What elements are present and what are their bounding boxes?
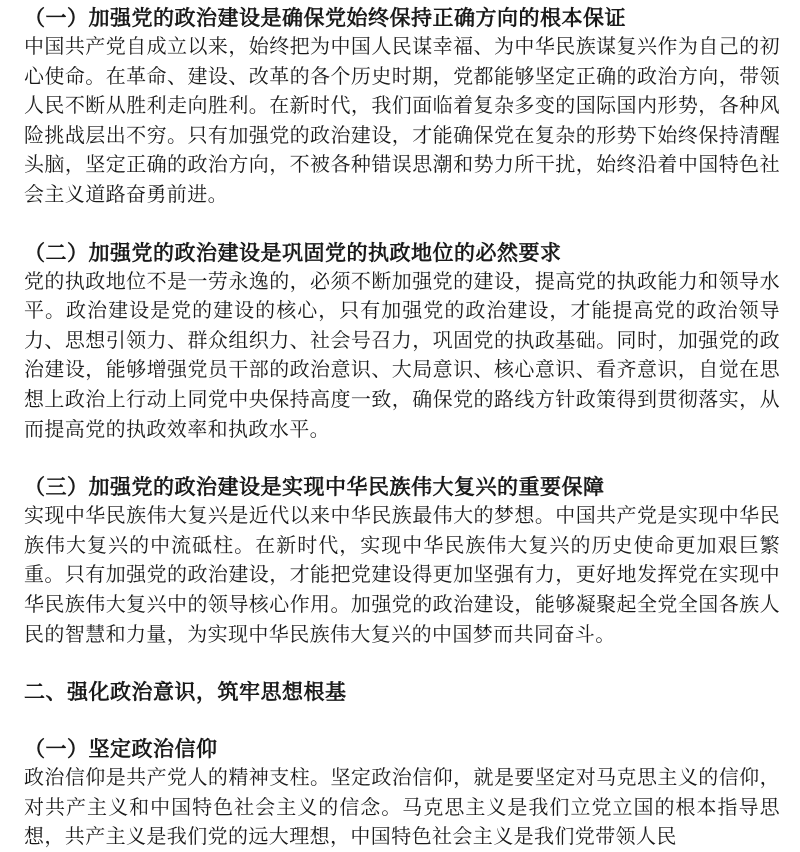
subsection-paragraph: 政治信仰是共产党人的精神支柱。坚定政治信仰，就是要坚定对马克思主义的信仰，对共产主义和中国特色社会主义的信念。马克思主义是我们立党立国的根本指导思想，共产主义是我们党的远大理想，中国特色社会主义是我们党带领人民 xyxy=(24,765,780,849)
spacer xyxy=(24,649,780,678)
section-1-paragraph: 中国共产党自成立以来，始终把为中国人民谋幸福、为中华民族谋复兴作为自己的初心使命。在革命、建设、改革的各个历史时期，党都能够坚定正确的政治方向，带领人民不断从胜利走向胜利。在新时代，我们面临着复杂多变的国际国内形势，各种风险挑战层出不穷。只有加强党的政治建设，才能确保党在复杂的形势下始终保持清醒头脑，坚定正确的政治方向，不被各种错误思潮和势力所干扰，始终沿着中国特色社会主义道路奋勇前进。 xyxy=(24,34,780,206)
subsection-heading: （一）坚定政治信仰 xyxy=(24,737,218,762)
spacer xyxy=(24,706,780,735)
section-3-heading: （三）加强党的政治建设是实现中华民族伟大复兴的重要保障 xyxy=(24,475,605,500)
spacer xyxy=(24,444,780,473)
spacer xyxy=(24,210,780,239)
section-1-heading: （一）加强党的政治建设是确保党始终保持正确方向的根本保证 xyxy=(24,6,626,30)
section-2-heading: （二）加强党的政治建设是巩固党的执政地位的必然要求 xyxy=(24,240,562,265)
document-body xyxy=(24,4,780,852)
section-2-paragraph: 党的执政地位不是一劳永逸的，必须不断加强党的建设，提高党的执政能力和领导水平。政治建设是党的建设的核心，只有加强党的政治建设，才能提高党的政治领导力、思想引领力、群众组织力、社会号召力，巩固党的执政基础。同时，加强党的政治建设，能够增强党员干部的政治意识、大局意识、核心意识、看齐意识，自觉在思想上政治上行动上同党中央保持高度一致，确保党的路线方针政策得到贯彻落实，从而提高党的执政效率和执政水平。 xyxy=(24,268,780,441)
section-3-paragraph: 实现中华民族伟大复兴是近代以来中华民族最伟大的梦想。中国共产党是实现中华民族伟大复兴的中流砥柱。在新时代，实现中华民族伟大复兴的历史使命更加艰巨繁重。只有加强党的政治建设，才能把党建设得更加坚强有力，更好地发挥党在实现中华民族伟大复兴中的领导核心作用。加强党的政治建设，能够凝聚起全党全国各族人民的智慧和力量，为实现中华民族伟大复兴的中国梦而共同奋斗。 xyxy=(24,503,780,646)
part-two-heading: 二、强化政治意识，筑牢思想根基 xyxy=(24,680,347,705)
